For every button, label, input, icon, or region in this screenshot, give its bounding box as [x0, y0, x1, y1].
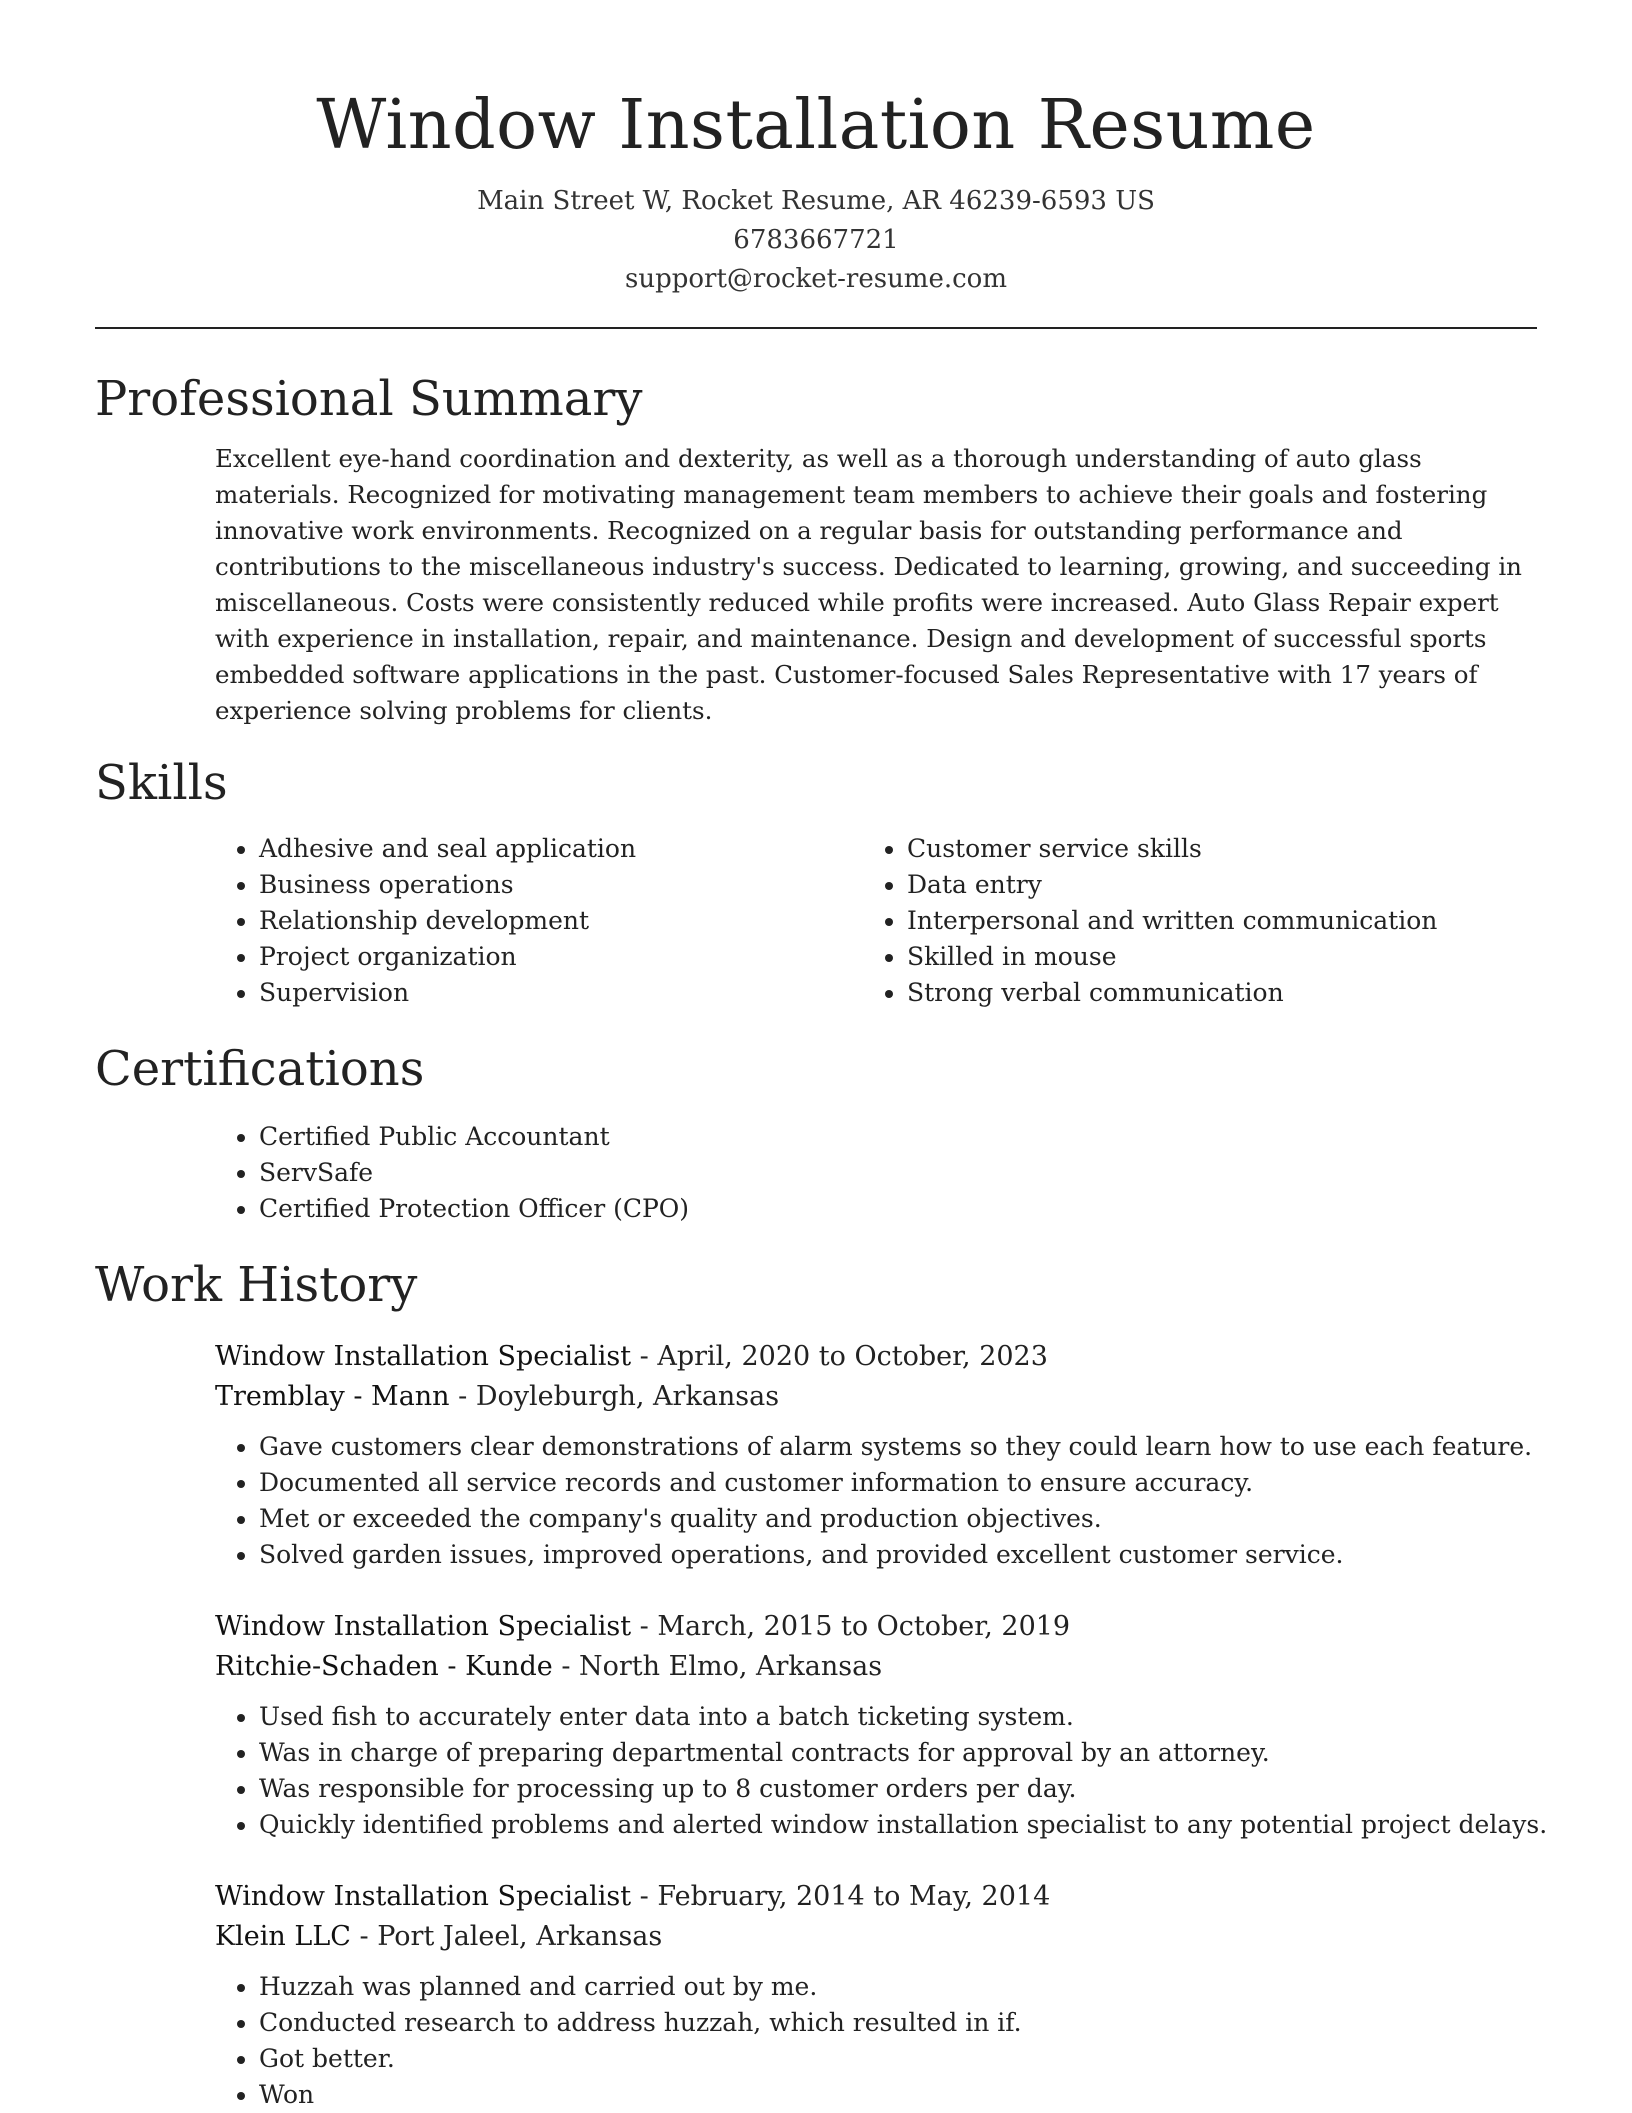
job-duties-list — [215, 1969, 1537, 2113]
job-duty: • Used fish to accurately enter data into a batch ticketing system. — [259, 1699, 1537, 1735]
skills-list-right — [863, 831, 1511, 1011]
resume-title: Window Installation Resume — [316, 86, 1316, 165]
job-title: Window Installation Specialist — [215, 1341, 632, 1372]
skills-section — [95, 753, 1537, 1011]
job-duties-list — [215, 1699, 1548, 1843]
certifications-section — [95, 1039, 1537, 1227]
skill-item: • Supervision — [259, 975, 863, 1011]
contact-phone: 6783667721 — [733, 225, 899, 255]
job-duty: • Was responsible for processing up to 8 customer orders per day. — [259, 1771, 1537, 1807]
job-company: Klein LLC — [215, 1921, 351, 1952]
job-company-line — [215, 1377, 1537, 1417]
skills-column-right — [863, 831, 1511, 1011]
job-company: Tremblay - Mann — [215, 1381, 450, 1412]
job-title-line — [215, 1337, 1537, 1377]
certifications-heading: Certifications — [95, 1041, 425, 1097]
skill-item: • Project organization — [259, 939, 863, 975]
skill-item: • Data entry — [907, 867, 1511, 903]
job-duty: • Met or exceeded the company's quality and production objectives. — [259, 1501, 1537, 1537]
certification-item: • Certified Protection Officer (CPO) — [259, 1191, 1537, 1227]
job-dates: - March, 2015 to October, 2019 — [631, 1611, 1071, 1642]
job-title-line — [215, 1877, 1537, 1917]
job-duty: • Quickly identified problems and alerted window installation specialist to any potential project delays. — [259, 1807, 1537, 1843]
skill-item: • Business operations — [259, 867, 863, 903]
job-duty: • Conducted research to address huzzah, which resulted in if. — [259, 2005, 1537, 2041]
job-location: - North Elmo, Arkansas — [552, 1651, 883, 1682]
job-title: Window Installation Specialist — [215, 1611, 632, 1642]
job-duties-list — [215, 1429, 1537, 1573]
job-duty: • Huzzah was planned and carried out by me. — [259, 1969, 1537, 2005]
skills-list-left — [215, 831, 863, 1011]
certifications-list — [215, 1119, 1537, 1227]
job-duty: • Got better. — [259, 2041, 1537, 2077]
job-duty: • Documented all service records and customer information to ensure accuracy. — [259, 1465, 1537, 1501]
contact-email: support@rocket-resume.com — [624, 264, 1007, 294]
job-title-line — [215, 1607, 1537, 1647]
work-history-heading: Work History — [95, 1257, 418, 1313]
skill-item: • Adhesive and seal application — [259, 831, 863, 867]
job-title: Window Installation Specialist — [215, 1881, 632, 1912]
job-entry — [95, 1337, 1537, 1573]
summary-text: Excellent eye-hand coordination and dexterity, as well as a thorough understanding of auto glass materials. Recognized for motivating management team members to achieve their goals and fostering innovative work environments. Recognized on a regular basis for outstanding performance and contributions to the miscellaneous industry's success. Dedicated to learning, growing, and succeeding in miscellaneous. Costs were consistently reduced while profits were increased. Auto Glass Repair expert with experience in installation, repair, and maintenance. Design and development of successful sports embedded software applications in the past. Customer-focused Sales Representative with 17 years of experience solving problems for clients. — [215, 444, 1522, 725]
contact-address: Main Street W, Rocket Resume, AR 46239-6593 US — [477, 186, 1155, 216]
summary-section — [95, 369, 1537, 729]
job-location: - Doyleburgh, Arkansas — [449, 1381, 780, 1412]
summary-heading: Professional Summary — [95, 371, 643, 427]
skill-item: • Interpersonal and written communication — [907, 903, 1511, 939]
certification-item: • Certified Public Accountant — [259, 1119, 1537, 1155]
job-duty: • Won — [259, 2077, 1537, 2113]
resume-header — [95, 82, 1537, 299]
job-duty: • Solved garden issues, improved operations, and provided excellent customer service. — [259, 1537, 1537, 1573]
skill-item: • Skilled in mouse — [907, 939, 1511, 975]
skills-column-left — [215, 831, 863, 1011]
skill-item: • Customer service skills — [907, 831, 1511, 867]
skills-columns — [95, 831, 1537, 1011]
job-entry — [95, 1877, 1537, 2113]
job-dates: - April, 2020 to October, 2023 — [631, 1341, 1048, 1372]
job-entry — [95, 1607, 1548, 1843]
header-divider — [95, 327, 1537, 329]
job-duty: • Was in charge of preparing departmental contracts for approval by an attorney. — [259, 1735, 1537, 1771]
certification-item: • ServSafe — [259, 1155, 1537, 1191]
job-dates: - February, 2014 to May, 2014 — [631, 1881, 1051, 1912]
contact-info — [95, 182, 1537, 299]
skills-heading: Skills — [95, 755, 228, 811]
skill-item: • Strong verbal communication — [907, 975, 1511, 1011]
job-company: Ritchie-Schaden - Kunde — [215, 1651, 553, 1682]
skill-item: • Relationship development — [259, 903, 863, 939]
job-location: - Port Jaleel, Arkansas — [350, 1921, 663, 1952]
job-company-line — [215, 1917, 1537, 1957]
work-history-section — [95, 1255, 1548, 2113]
job-company-line — [215, 1647, 1537, 1687]
job-duty: • Gave customers clear demonstrations of alarm systems so they could learn how to use each feature. — [259, 1429, 1537, 1465]
